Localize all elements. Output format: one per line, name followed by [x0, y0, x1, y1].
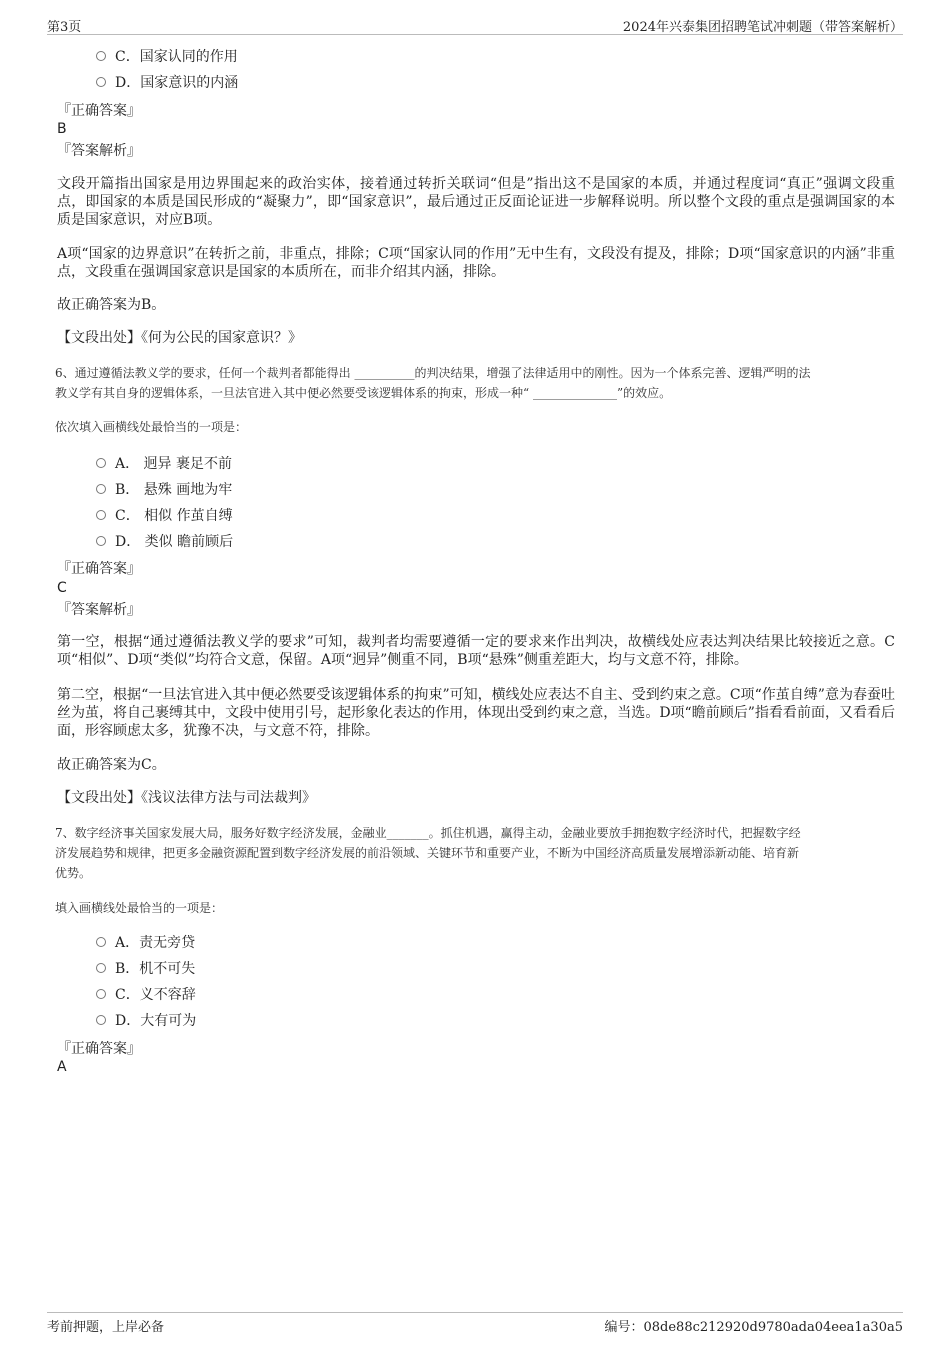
q7-option-d[interactable]: D．大有可为 — [96, 1011, 196, 1031]
footer-slogan: 考前押题，上岸必备 — [47, 1320, 165, 1335]
radio-icon[interactable] — [96, 51, 106, 61]
q5-analysis-p2: A项“国家的边界意识”在转折之前，非重点，排除；C项“国家认同的作用”无中生有，文段没有提及，排除；D项“国家意识的内涵”非重点，文段重在强调国家意识是国家的本质所在，而非介绍其内涵，排除。 — [57, 246, 895, 280]
q6-analysis-p3: 故正确答案为C。 — [57, 757, 166, 773]
q6-option-a[interactable]: A． 迥异 裹足不前 — [96, 454, 232, 474]
radio-icon[interactable] — [96, 989, 106, 999]
q7-question-line-1: 7、数字经济事关国家发展大局，服务好数字经济发展，金融业_______。抓住机遇，赢得主动，金融业要放手拥抱数字经济时代，把握数字经 — [55, 826, 801, 840]
q7-option-a[interactable]: A．责无旁贷 — [96, 933, 195, 953]
q6-analysis-p1: 第一空，根据“通过遵循法教义学的要求”可知，裁判者均需要遵循一定的要求来作出判决，故横线处应表达判决结果比较接近之意。C项“相似”、D项“类似”均符合文意，保留。A项“迥异”侧重不同，B项“悬殊”侧重差距大，均与文意不符，排除。 — [57, 634, 895, 668]
q5-analysis-p3: 故正确答案为B。 — [57, 297, 166, 313]
q5-correct-answer-label: 『正确答案』 — [57, 103, 141, 119]
q6-ask: 依次填入画横线处最恰当的一项是： — [55, 420, 248, 434]
q7-option-c[interactable]: C．义不容辞 — [96, 985, 196, 1005]
q6-question — [55, 363, 897, 403]
q6-question-line-2: 教义学有其自身的逻辑体系，一旦法官进入其中便必然要受该逻辑体系的拘束，形成一种“ ______________”的效应。 — [55, 386, 672, 400]
q7-question — [55, 823, 897, 883]
q6-analysis-p2: 第二空，根据“一旦法官进入其中便必然要受该逻辑体系的拘束”可知，横线处应表达不自主、受到约束之意。C项“作茧自缚”意为春蚕吐丝为茧，将自己裹缚其中，文段中使用引号，起形象化表达的作用，体现出受到约束之意，当选。D项“瞻前顾后”指看看前面，又看看后面，形容顾虑太多，犹豫不决，与文意不符，排除。 — [57, 687, 895, 739]
q6-correct-answer-label: 『正确答案』 — [57, 561, 141, 577]
page-footer — [47, 1312, 903, 1337]
radio-icon[interactable] — [96, 937, 106, 947]
page-header — [47, 14, 903, 35]
q7-question-line-3: 优势。 — [55, 866, 92, 880]
q7-question-line-2: 济发展趋势和规律，把更多金融资源配置到数字经济发展的前沿领域、关键环节和重要产业，不断为中国经济高质量发展增添新动能、培育新 — [55, 846, 800, 860]
radio-icon[interactable] — [96, 458, 106, 468]
q6-option-b[interactable]: B． 悬殊 画地为牢 — [96, 480, 232, 500]
document-title: 2024年兴泰集团招聘笔试冲刺题（带答案解析） — [622, 20, 903, 35]
q6-option-c[interactable]: C． 相似 作茧自缚 — [96, 506, 233, 526]
q6-answer: C — [57, 580, 67, 596]
page-number: 第3页 — [47, 20, 82, 35]
q6-source: 【文段出处】《浅议法律方法与司法裁判》 — [57, 790, 316, 806]
q5-answer: B — [57, 121, 67, 137]
radio-icon[interactable] — [96, 484, 106, 494]
q5-analysis-p1: 文段开篇指出国家是用边界围起来的政治实体，接着通过转折关联词“但是”指出这不是国家的本质，并通过程度词“真正”强调文段重点，即国家的本质是国民形成的“凝聚力”，即“国家意识”，最后通过正反面论证进一步解释说明。所以整个文段的重点是强调国家的本质是国家意识，对应B项。 — [57, 176, 895, 228]
q6-question-line-1: 6、通过遵循法教义学的要求，任何一个裁判者都能得出 __________的判决结果，增强了法律适用中的刚性。因为一个体系完善、逻辑严明的法 — [55, 366, 811, 380]
q5-analysis-label: 『答案解析』 — [57, 143, 141, 159]
radio-icon[interactable] — [96, 536, 106, 546]
q7-correct-answer-label: 『正确答案』 — [57, 1041, 141, 1057]
q7-answer: A — [57, 1059, 67, 1075]
q6-option-d[interactable]: D． 类似 瞻前顾后 — [96, 532, 233, 552]
q7-option-b[interactable]: B．机不可失 — [96, 959, 195, 979]
q5-option-d[interactable]: D．国家意识的内涵 — [96, 73, 238, 93]
q7-ask: 填入画横线处最恰当的一项是： — [55, 901, 224, 915]
q5-source: 【文段出处】《何为公民的国家意识？》 — [57, 330, 302, 346]
q5-option-c[interactable]: C．国家认同的作用 — [96, 47, 238, 67]
document-id: 编号：08de88c212920d9780ada04eea1a30a5 — [604, 1320, 903, 1335]
radio-icon[interactable] — [96, 510, 106, 520]
radio-icon[interactable] — [96, 77, 106, 87]
radio-icon[interactable] — [96, 963, 106, 973]
q6-analysis-label: 『答案解析』 — [57, 602, 141, 618]
radio-icon[interactable] — [96, 1015, 106, 1025]
